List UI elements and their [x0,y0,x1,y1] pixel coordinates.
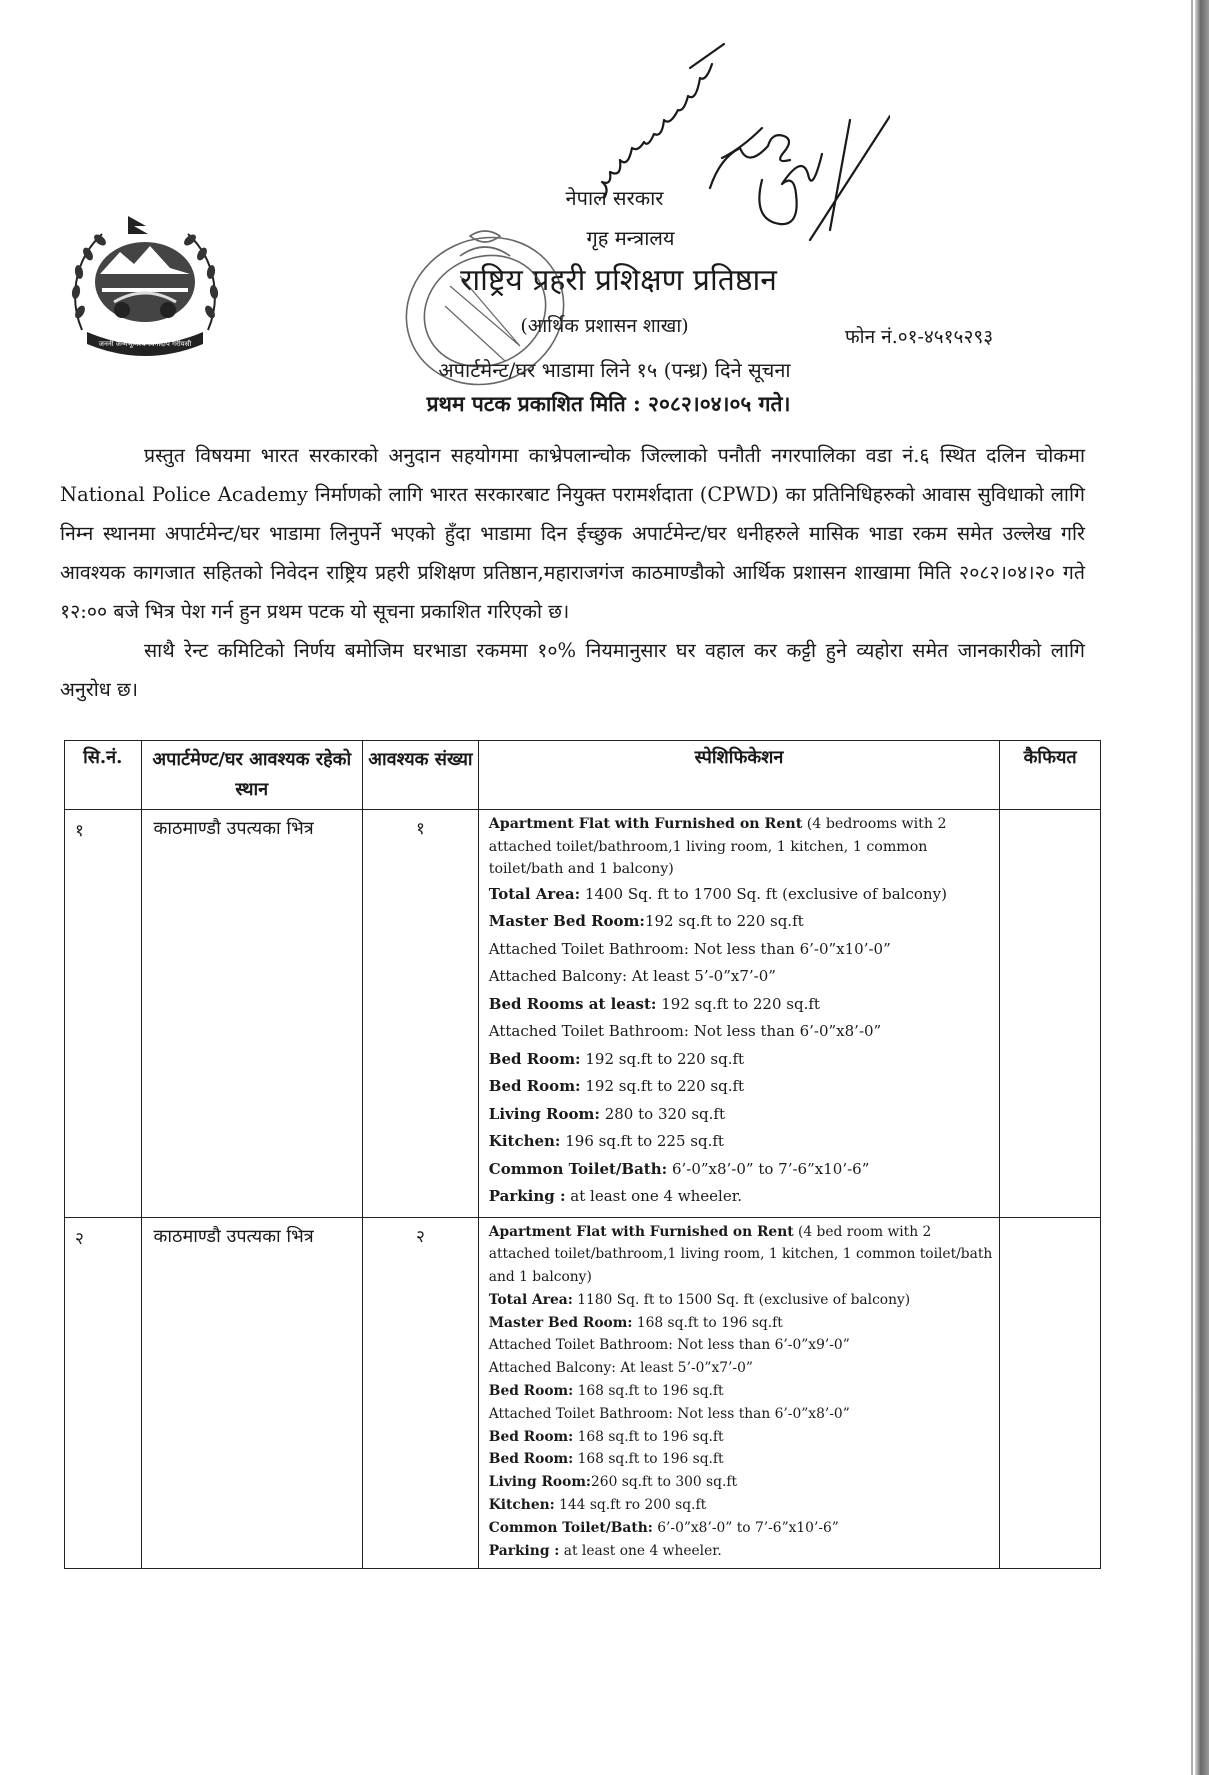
table-header-row [65,741,1101,810]
spec-label: Master Bed Room: [488,1314,633,1331]
spec-line [489,1101,996,1129]
spec-label: Bed Rooms at least: [488,994,657,1013]
spec-line [489,963,996,991]
spec-line [489,1073,996,1101]
spec-value: 6’-0”x8’-0” to 7’-6”x10’-6” [667,1159,870,1178]
row-quantity: २ [363,1217,479,1569]
notice-paragraph-1: प्रस्तुत विषयमा भारत सरकारको अनुदान सहयोगमा काभ्रेपलान्चोक जिल्लाको पनौती नगरपालिका वडा नं.६ स्थित दलिन चोकमा National Police Academy निर्माणको लागि भारत सरकारबाट नियुक्त परामर्शदाता (CPWD) का प्रतिनिधिहरुको आवास सुविधाको लागि निम्न स्थानमा अपार्टमेन्ट/घर भाडामा लिनुपर्ने भएको हुँदा भाडामा दिन ईच्छुक अपार्टमेन्ट/घर धनीहरुले मासिक भाडा रकम समेत उल्लेख गरि आवश्यक कागजात सहितको निवेदन राष्ट्रिय प्रहरी प्रशिक्षण प्रतिष्ठान,महाराजगंज काठमाण्डौको आर्थिक प्रशासन शाखामा मिति २०८२।०४।२० गते १२:०० बजे भित्र पेश गर्न हुन प्रथम पटक यो सूचना प्रकाशित गरिएको छ। [60,444,1085,623]
table-row [65,1217,1101,1569]
spec-line [489,1046,996,1074]
row-specification [478,810,1000,1218]
apartment-spec-table [64,740,1101,1569]
row-location: काठमाण्डौ उपत्यका भित्र [141,1217,362,1569]
published-date: प्रथम पटक प्रकाशित मिति : २०८२।०४।०५ गते। [426,391,791,416]
spec-label: Bed Room: [488,1428,574,1445]
handwritten-signature [590,20,890,250]
ministry-name: गृह मन्त्रालय [586,226,675,250]
table-row [65,810,1101,1218]
spec-value: 192 sq.ft to 220 sq.ft [644,912,804,930]
spec-value: at least one 4 wheeler. [559,1542,722,1559]
spec-value: Attached Toilet Bathroom: Not less than 6’-0”x8’-0” [488,1405,850,1422]
spec-value: Attached Balcony: At least 5’-0”x7’-0” [488,1360,753,1377]
spec-label: Apartment Flat with Furnished on Rent [488,1223,794,1240]
spec-label: Parking : [488,1187,566,1205]
spec-line [489,1018,996,1046]
notice-paragraph-2: साथै रेन्ट कमिटिको निर्णय बमोजिम घरभाडा रकममा १०% नियमानुसार घर वहाल कर कट्टी हुने व्यहोरा समेत जानकारीको लागि अनुरोध छ। [60,639,1085,701]
office-seal-stamp [390,216,580,406]
spec-label: Bed Room: [488,1451,574,1468]
spec-value: 168 sq.ft to 196 sq.ft [632,1314,783,1331]
spec-label: Bed Room: [488,1383,574,1400]
government-name: नेपाल सरकार [565,186,664,210]
spec-line [489,1289,996,1312]
spec-line [489,936,996,964]
organization-name: राष्ट्रिय प्रहरी प्रशिक्षण प्रतिष्ठान [460,263,777,298]
spec-line [489,991,996,1019]
spec-line [489,1183,996,1211]
header-specification: स्पेशिफिकेशन [478,741,1000,810]
spec-value: 6’-0”x8’-0” to 7’-6”x10’-6” [652,1519,839,1536]
spec-label: Total Area: [488,884,581,903]
spec-line [489,1128,996,1156]
row-quantity: १ [363,810,479,1218]
spec-line [489,1380,996,1403]
spec-value: 168 sq.ft to 196 sq.ft [573,1451,724,1468]
spec-value: at least one 4 wheeler. [565,1187,743,1205]
row-sn: २ [65,1217,142,1569]
spec-label: Kitchen: [488,1132,561,1150]
spec-label: Common Toilet/Bath: [488,1519,653,1536]
header-quantity: आवश्यक संख्या [363,741,479,810]
spec-line [489,1494,996,1517]
header-location: अपार्टमेण्ट/घर आवश्यक रहेको स्थान [141,741,362,810]
spec-line [489,1221,996,1289]
row-location: काठमाण्डौ उपत्यका भित्र [141,810,362,1218]
spec-line [489,1471,996,1494]
spec-value: Attached Toilet Bathroom: Not less than 6’-0”x9’-0” [488,1337,850,1354]
spec-value: (4 bed room with 2 attached toilet/bathroom,1 living room, 1 kitchen, 1 common toilet/bath and 1 balcony) [488,1223,993,1286]
spec-label: Living Room: [488,1104,600,1123]
spec-line [489,1448,996,1471]
spec-line [489,1426,996,1449]
spec-value: 192 sq.ft to 220 sq.ft [580,1049,745,1068]
spec-value: 192 sq.ft to 220 sq.ft [656,994,820,1013]
header-remarks: कैफियत [1000,741,1101,810]
spec-value: 144 sq.ft ro 200 sq.ft [554,1497,707,1514]
spec-value: 168 sq.ft to 196 sq.ft [573,1383,724,1400]
branch-name: (आर्थिक प्रशासन शाखा) [520,315,689,337]
spec-line [489,1403,996,1426]
spec-line [489,908,996,936]
phone-number: फोन नं.०१-४५१५२९३ [845,326,994,348]
emblem-motto: जननी जन्मभूमिश्च स्वर्गादपि गरीयसी [98,340,192,348]
spec-line [489,1517,996,1540]
row-remarks [1000,810,1101,1218]
spec-line [489,1357,996,1380]
notice-title: अपार्टमेन्ट/घर भाडामा लिने १५ (पन्ध्र) दिने सूचना [438,358,791,382]
spec-value: Attached Toilet Bathroom: Not less than 6’-0”x8’-0” [488,1022,882,1040]
row-sn: १ [65,810,142,1218]
spec-value: 280 to 320 sq.ft [599,1104,725,1123]
spec-line [489,1156,996,1184]
spec-value: 1180 Sq. ft to 1500 Sq. ft (exclusive of balcony) [572,1291,911,1308]
spec-label: Bed Room: [488,1049,581,1068]
spec-value: Attached Balcony: At least 5’-0”x7’-0” [488,967,776,985]
row-specification [478,1217,1000,1569]
spec-value: 260 sq.ft to 300 sq.ft [591,1474,737,1491]
spec-line [489,1312,996,1335]
spec-label: Apartment Flat with Furnished on Rent [488,816,803,832]
spec-line [489,1334,996,1357]
spec-label: Kitchen: [488,1497,555,1514]
spec-label: Common Toilet/Bath: [488,1159,668,1178]
notice-body [60,436,1085,709]
spec-label: Bed Room: [488,1077,581,1095]
spec-value: Attached Toilet Bathroom: Not less than 6’-0”x10’-0” [488,939,891,958]
spec-value: 196 sq.ft to 225 sq.ft [560,1132,724,1150]
row-remarks [1000,1217,1101,1569]
spec-label: Living Room: [488,1474,592,1491]
spec-value: 168 sq.ft to 196 sq.ft [573,1428,724,1445]
header-sn: सि.नं. [65,741,142,810]
spec-line [489,1540,996,1563]
spec-line [489,881,996,909]
spec-value: 192 sq.ft to 220 sq.ft [580,1077,745,1095]
spec-label: Total Area: [488,1291,573,1308]
spec-label: Parking : [488,1542,560,1559]
spec-label: Master Bed Room: [488,912,645,930]
spec-value: 1400 Sq. ft to 1700 Sq. ft (exclusive of balcony) [580,884,947,903]
spec-value: (4 bedrooms with 2 attached toilet/bathroom,1 living room, 1 kitchen, 1 common toilet/bath and 1 balcony) [488,816,947,877]
spec-line [489,813,996,881]
